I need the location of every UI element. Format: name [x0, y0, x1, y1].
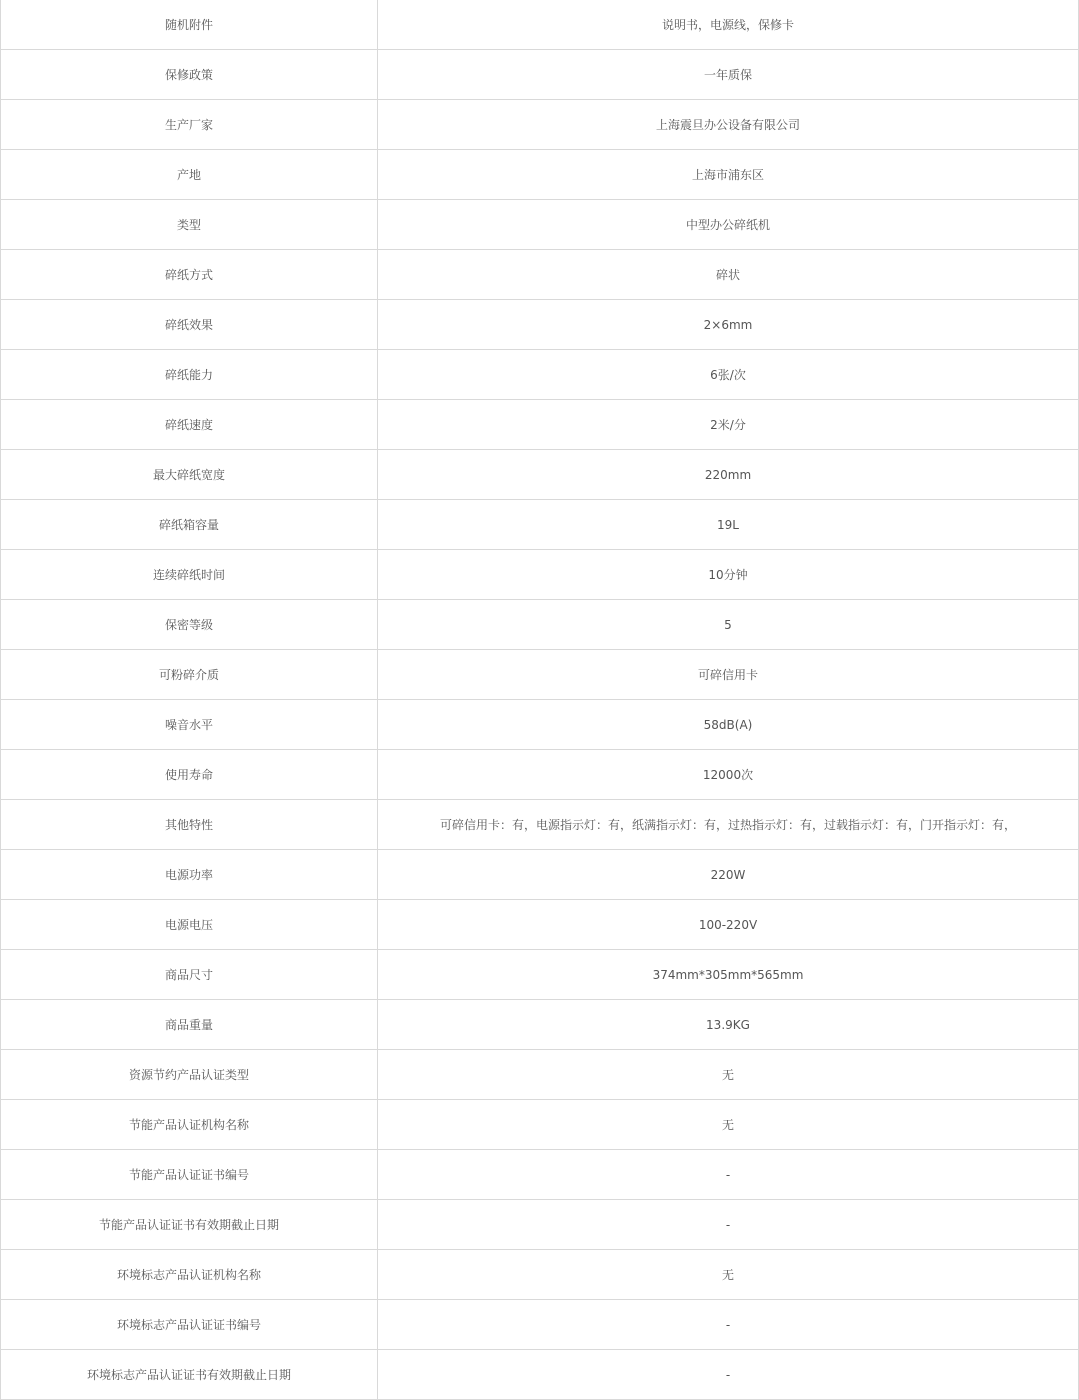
table-row: [1, 700, 1079, 750]
spec-value: 碎状: [378, 250, 1079, 300]
table-row: [1, 800, 1079, 850]
spec-key: 碎纸能力: [1, 350, 378, 400]
spec-key: 环境标志产品认证证书有效期截止日期: [1, 1350, 378, 1400]
table-row: [1, 100, 1079, 150]
spec-key: 随机附件: [1, 0, 378, 50]
table-row: [1, 1200, 1079, 1250]
table-row: [1, 1100, 1079, 1150]
spec-key: 连续碎纸时间: [1, 550, 378, 600]
spec-key: 节能产品认证机构名称: [1, 1100, 378, 1150]
spec-key: 使用寿命: [1, 750, 378, 800]
spec-key: 产地: [1, 150, 378, 200]
spec-value: 可碎信用卡: [378, 650, 1079, 700]
spec-key: 商品重量: [1, 1000, 378, 1050]
spec-key: 噪音水平: [1, 700, 378, 750]
spec-value: 2×6mm: [378, 300, 1079, 350]
spec-key: 节能产品认证证书有效期截止日期: [1, 1200, 378, 1250]
spec-key: 最大碎纸宽度: [1, 450, 378, 500]
spec-value: 58dB(A): [378, 700, 1079, 750]
spec-value: -: [378, 1150, 1079, 1200]
table-row: [1, 900, 1079, 950]
spec-key: 保密等级: [1, 600, 378, 650]
spec-value: 一年质保: [378, 50, 1079, 100]
spec-value: 2米/分: [378, 400, 1079, 450]
table-row: [1, 1050, 1079, 1100]
table-row: [1, 1250, 1079, 1300]
table-row: [1, 400, 1079, 450]
spec-value: 100-220V: [378, 900, 1079, 950]
spec-key: 保修政策: [1, 50, 378, 100]
spec-key: 节能产品认证证书编号: [1, 1150, 378, 1200]
spec-value: 上海震旦办公设备有限公司: [378, 100, 1079, 150]
spec-value: 220W: [378, 850, 1079, 900]
spec-value: 6张/次: [378, 350, 1079, 400]
spec-value: 13.9KG: [378, 1000, 1079, 1050]
spec-value: 可碎信用卡：有，电源指示灯：有，纸满指示灯：有，过热指示灯：有，过载指示灯：有，门开指示灯：有，: [378, 800, 1079, 850]
table-row: [1, 850, 1079, 900]
spec-value: 无: [378, 1250, 1079, 1300]
spec-value: 220mm: [378, 450, 1079, 500]
spec-key: 其他特性: [1, 800, 378, 850]
spec-value: 19L: [378, 500, 1079, 550]
spec-value: 无: [378, 1100, 1079, 1150]
spec-key: 电源电压: [1, 900, 378, 950]
table-row: [1, 950, 1079, 1000]
table-row: [1, 1350, 1079, 1400]
spec-key: 可粉碎介质: [1, 650, 378, 700]
table-row: [1, 750, 1079, 800]
spec-value: 说明书，电源线，保修卡: [378, 0, 1079, 50]
table-row: [1, 450, 1079, 500]
spec-value: 无: [378, 1050, 1079, 1100]
spec-value: -: [378, 1350, 1079, 1400]
table-row: [1, 0, 1079, 50]
spec-key: 电源功率: [1, 850, 378, 900]
spec-value: 10分钟: [378, 550, 1079, 600]
spec-key: 碎纸箱容量: [1, 500, 378, 550]
spec-key: 资源节约产品认证类型: [1, 1050, 378, 1100]
table-row: [1, 600, 1079, 650]
spec-key: 商品尺寸: [1, 950, 378, 1000]
spec-value: -: [378, 1300, 1079, 1350]
spec-key: 碎纸效果: [1, 300, 378, 350]
table-row: [1, 150, 1079, 200]
spec-key: 碎纸方式: [1, 250, 378, 300]
table-row: [1, 300, 1079, 350]
table-row: [1, 50, 1079, 100]
spec-key: 碎纸速度: [1, 400, 378, 450]
table-row: [1, 550, 1079, 600]
table-row: [1, 200, 1079, 250]
spec-key: 环境标志产品认证证书编号: [1, 1300, 378, 1350]
spec-value: 12000次: [378, 750, 1079, 800]
spec-key: 环境标志产品认证机构名称: [1, 1250, 378, 1300]
table-row: [1, 500, 1079, 550]
table-row: [1, 250, 1079, 300]
spec-value: 5: [378, 600, 1079, 650]
table-row: [1, 1000, 1079, 1050]
table-row: [1, 1300, 1079, 1350]
spec-value: 上海市浦东区: [378, 150, 1079, 200]
table-row: [1, 1150, 1079, 1200]
spec-value: 374mm*305mm*565mm: [378, 950, 1079, 1000]
spec-table-body: [1, 0, 1079, 1400]
spec-value: -: [378, 1200, 1079, 1250]
table-row: [1, 350, 1079, 400]
table-row: [1, 650, 1079, 700]
spec-key: 生产厂家: [1, 100, 378, 150]
spec-value: 中型办公碎纸机: [378, 200, 1079, 250]
spec-key: 类型: [1, 200, 378, 250]
